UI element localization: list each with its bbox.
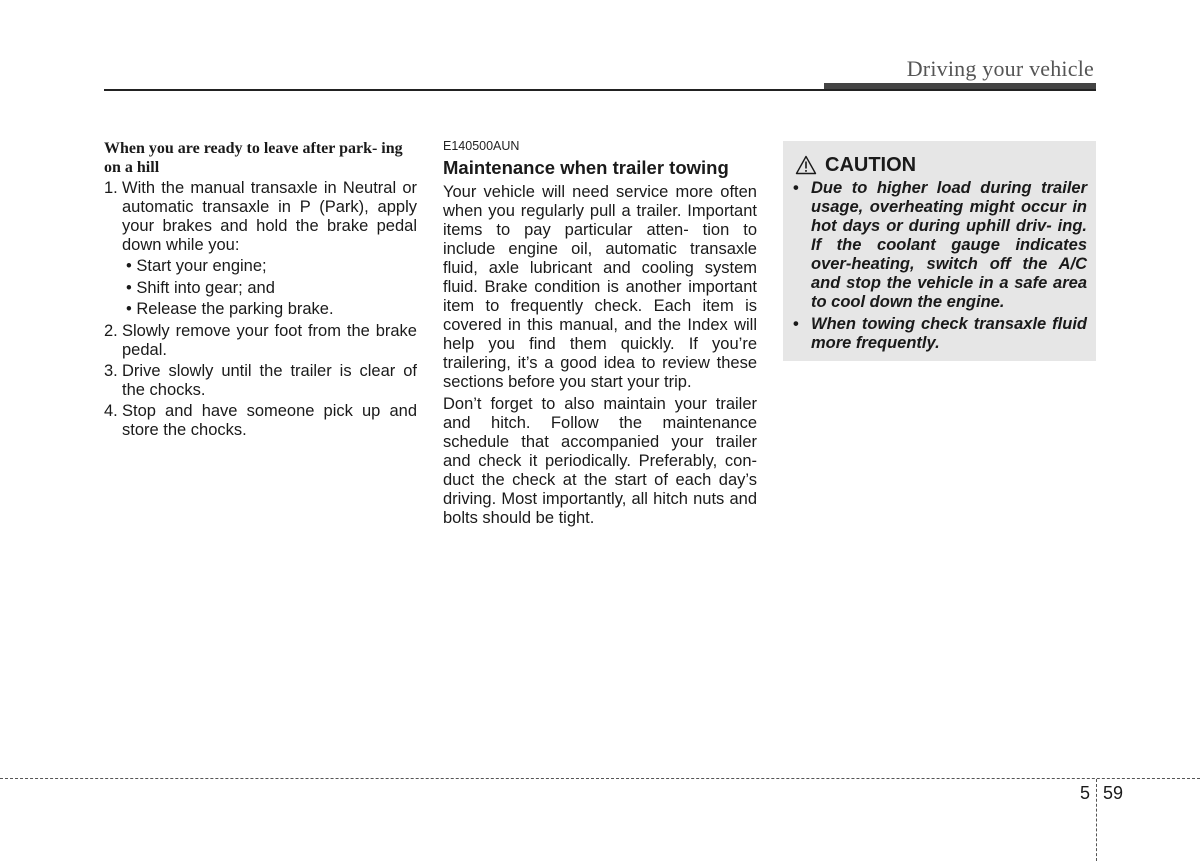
- paragraph: Don’t forget to also maintain your trailer and hitch. Follow the maintenance schedule that accompanied your trailer and check it periodically. Preferably, con- duct the check at the start of each day’s driving. Most importantly, all hitch nuts and bolts should be tight.: [443, 395, 757, 527]
- step-number: 4.: [104, 401, 118, 420]
- step-text: Stop and have someone pick up and store the chocks.: [122, 401, 417, 439]
- bullet: •: [793, 179, 799, 197]
- caution-label: CAUTION: [825, 154, 917, 176]
- caution-list: [793, 179, 1087, 356]
- caution-item: [793, 315, 1087, 353]
- caution-item-text: When towing check transaxle fluid more frequently.: [811, 315, 1087, 352]
- caution-heading: [795, 153, 916, 177]
- caution-box: [783, 141, 1096, 361]
- middle-column: [443, 139, 757, 531]
- section-code: E140500AUN: [443, 139, 520, 153]
- hill-start-heading: When you are ready to leave after park- ing on a hill: [104, 140, 403, 176]
- hill-start-steps: [104, 179, 417, 440]
- sub-list-item: • Release the parking brake.: [126, 300, 334, 318]
- bullet: •: [793, 315, 799, 333]
- maintenance-title: Maintenance when trailer towing: [443, 157, 729, 178]
- left-column: [104, 139, 417, 442]
- footer-divider: [1096, 779, 1097, 861]
- sub-list-item: • Shift into gear; and: [126, 278, 275, 297]
- footer-rule: [0, 778, 1200, 779]
- caution-item-text: Due to higher load during trailer usage, overheating might occur in hot days or during uphill driv- ing. If the coolant gauge indicates over-heating, switch off the A/C and stop the vehicle in a safe area to cool down the engine.: [811, 179, 1087, 311]
- warning-triangle-icon: [795, 155, 817, 175]
- step-text: With the manual transaxle in Neutral or automatic transaxle in P (Park), apply your brakes and hold the brake pedal down while you:: [122, 179, 417, 254]
- sub-list-item: • Start your engine;: [126, 257, 267, 275]
- step-text: Slowly remove your foot from the brake pedal.: [122, 321, 417, 359]
- list-item: [104, 322, 417, 360]
- list-item: [104, 179, 417, 320]
- sub-list: [122, 257, 417, 320]
- paragraph: Your vehicle will need service more often when you regularly pull a trailer. Important items to pay particular atten- tion to include engine oil, automatic transaxle fluid, axle lubricant and cooling system fluid. Brake condition is another important item to frequently check. Each item is covered in this manual, and the Index will help you find them quickly. If you’re trailering, it’s a good idea to review these sections before you start your trip.: [443, 183, 757, 391]
- step-number: 1.: [104, 179, 118, 197]
- list-item: [104, 402, 417, 440]
- chapter-number: 5: [1080, 783, 1091, 803]
- caution-item: [793, 179, 1087, 312]
- list-item: [104, 362, 417, 400]
- page-number: 59: [1103, 783, 1124, 803]
- header-rule: [104, 89, 1096, 91]
- step-number: 2.: [104, 321, 118, 340]
- step-number: 3.: [104, 361, 118, 380]
- step-text: Drive slowly until the trailer is clear of the chocks.: [122, 361, 417, 399]
- section-title-header: Driving your vehicle: [906, 56, 1094, 81]
